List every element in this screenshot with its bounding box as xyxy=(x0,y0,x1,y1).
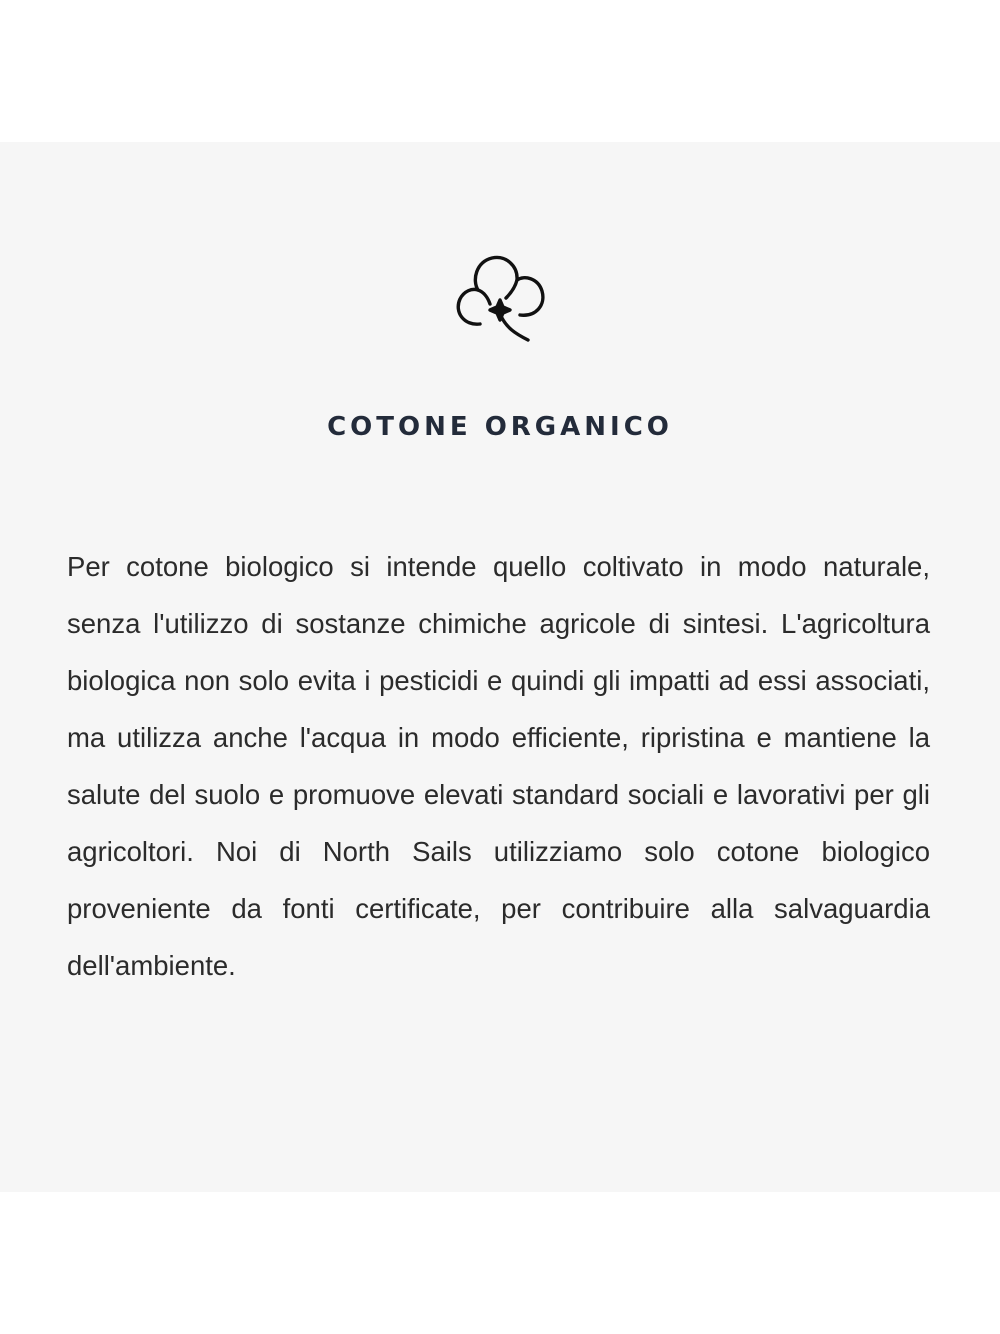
section-description: Per cotone biologico si intende quello coltivato in modo naturale, senza l'utilizzo di sostanze chimiche agricole di sintesi. L'agricoltura biologica non solo evita i pesticidi e quindi gli impatti ad essi associati, ma utilizza anche l'acqua in modo efficiente, ripristina e mantiene la salute del suolo e promuove elevati standard sociali e lavorativi per gli agricoltori. Noi di North Sails utilizziamo solo cotone biologico proveniente da fonti certificate, per contribuire alla salvaguardia dell'ambiente. xyxy=(67,551,930,981)
section-title: COTONE ORGANICO xyxy=(327,412,673,442)
cotton-flower-icon xyxy=(450,250,550,346)
organic-cotton-panel xyxy=(0,142,1000,1192)
